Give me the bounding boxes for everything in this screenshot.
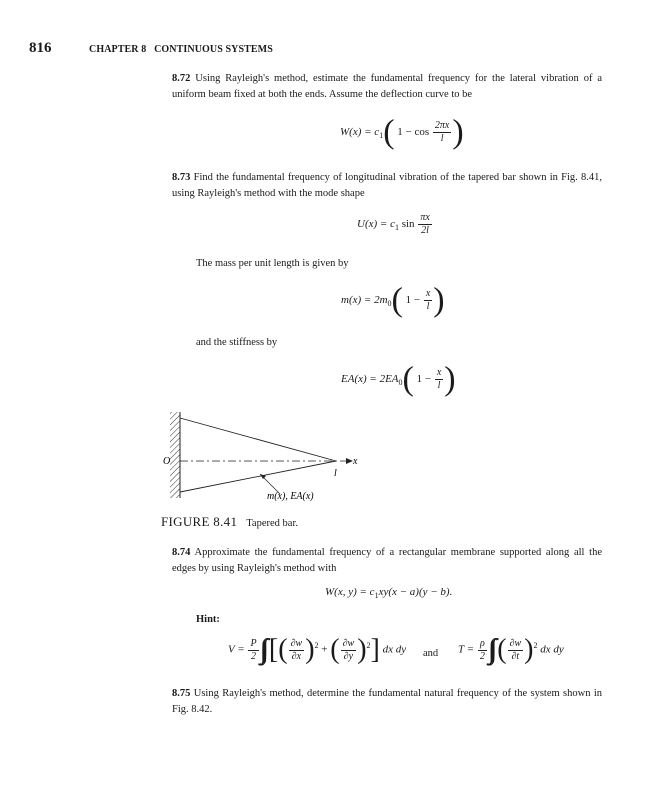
paren-open: ( — [383, 113, 395, 151]
problem-8-74: 8.74 Approximate the fundamental frequency of a rectangular membrane supported along all the edges by using Rayleigh's method with — [172, 547, 603, 574]
axis-arrow — [346, 458, 353, 464]
figure-number: FIGURE 8.41 — [161, 514, 238, 529]
length-label: l — [334, 468, 337, 479]
stiffness-text: and the stiffness by — [196, 337, 278, 348]
equation-w: $W(x) = c_1$( 1 − cos $\frac{2\pi x}{l}$ ) — [340, 113, 464, 151]
property-label: m(x), EA(x) — [267, 491, 314, 502]
x-axis-label: x — [353, 456, 358, 467]
problem-8-73: 8.73 Find the fundamental frequency of longitudinal vibration of the tapered bar shown in Fig. 8.41, using Rayleigh's method with the mode shape — [172, 172, 602, 199]
problem-8-75: 8.75 Using Rayleigh's method, determine the fundamental natural frequency of the system shown in Fig. 8.42. — [172, 688, 602, 715]
equation-wxy: W(x, $y) = c_1xy(x - a)(y - b)$. — [325, 586, 453, 601]
fraction: $\frac{2\pi x}{l}$ — [434, 120, 450, 144]
fixed-wall-hatch — [170, 412, 180, 498]
tapered-bar-figure — [160, 412, 380, 512]
equation-ea: $EA(x) = 2EA_0$( 1 − $\frac{x}{l}$ ) — [341, 360, 456, 398]
equation-m: $m(x) = 2m_0$( 1 − $\frac{x}{l}$ ) — [341, 281, 445, 319]
problem-8-72 — [172, 71, 602, 103]
paren-close: ) — [452, 113, 464, 151]
figure-caption — [161, 514, 298, 530]
chapter-title: CHAPTER 8 CONTINUOUS SYSTEMS — [89, 44, 273, 55]
problem-text: Using Rayleigh's method, estimate the fundamental frequency for the lateral vibration of a uniform beam fixed at both the ends. Assume the deflection curve to be — [172, 73, 603, 100]
double-integral-t: ∫∫ — [487, 634, 492, 665]
hint-label: Hint: — [196, 614, 220, 625]
figure-caption-text: Tapered bar. — [246, 518, 298, 529]
and-word: and — [423, 648, 439, 659]
equation-u: $U(x) = c_1$ sin $\frac{\pi x}{2l}$ — [357, 212, 430, 236]
double-integral-v: ∫∫ — [259, 634, 263, 665]
equation-v: V = $\frac{P}{2}$ ∫∫ [( $\frac{\partial w}{\partial x}$ )$^2$ + ( $\frac{\partial w}{\partial y}$ )$^2$] dx dy — [228, 634, 407, 665]
equation-t: T = $\frac{\rho}{2}$ ∫∫ ( $\frac{\partial w}{\partial t}$ )$^2$ dx dy — [458, 634, 564, 665]
problem-number: 8.72 — [172, 73, 191, 84]
mass-text: The mass per unit length is given by — [196, 258, 349, 269]
bar-top-edge — [180, 418, 336, 461]
page-number: 816 — [29, 40, 52, 56]
origin-label: O — [163, 456, 171, 467]
bar-bottom-edge — [180, 461, 336, 492]
